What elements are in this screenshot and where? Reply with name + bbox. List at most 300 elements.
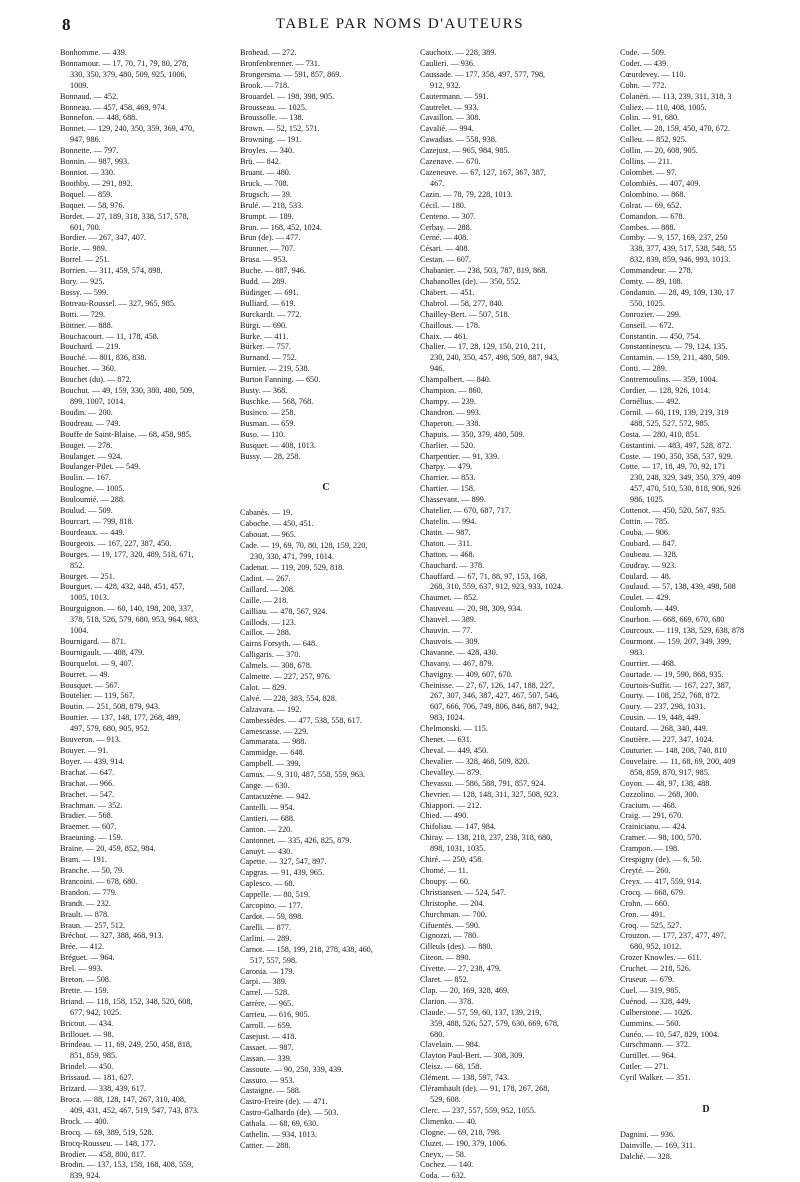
index-entry: Brindel. — 450. — [60, 1062, 114, 1072]
index-entry-continuation: 230, 330, 471, 799, 1014. — [250, 552, 334, 562]
index-entry: Bonnette. — 797. — [60, 146, 119, 156]
index-entry-continuation: 986, 1025. — [630, 495, 665, 505]
index-entry: Bouyer. — 91. — [60, 746, 109, 755]
index-entry: Condamin. — 28, 49, 109, 130, 17 — [620, 287, 734, 297]
index-entry: Charrier. — 853. — [420, 473, 476, 483]
index-entry: Cammarata. — 988. — [240, 737, 307, 747]
index-entry: Champy. — 239. — [420, 397, 476, 406]
index-entry: Buso. — 110. — [240, 429, 286, 439]
index-entry: Cawadias. — 558, 938. — [420, 135, 497, 145]
index-entry: Charpentier. — 91, 339. — [420, 451, 500, 461]
index-entry-continuation: 851, 859, 985. — [70, 1051, 118, 1061]
index-entry: Courcoux. — 119, 138, 529, 638, 878 — [620, 626, 745, 636]
index-entry: Code. — 509. — [620, 48, 666, 57]
index-entry: Colanéri. — 113, 239, 311, 318, 3 — [620, 91, 732, 101]
index-entry: Botreau-Roussel. — 327, 965, 985. — [60, 298, 176, 308]
index-entry: Carrel. — 528. — [240, 988, 290, 998]
index-entry-continuation: 467. — [430, 178, 445, 188]
index-entry: Collet. — 28, 159, 450, 470, 672. — [620, 124, 731, 134]
index-entry: Cottenot. — 450, 520, 567, 935. — [620, 506, 726, 516]
index-entry: Cazin. — 78, 79, 228, 1013. — [420, 189, 513, 199]
index-entry: Cauchoix. — 228, 389. — [420, 48, 497, 57]
index-entry: Chabrol. — 58, 277, 840. — [420, 298, 504, 308]
index-entry: Costantini. — 483, 497, 528, 872. — [620, 440, 732, 450]
index-entry: Cheinisse. — 27, 67, 126, 147, 188, 227, — [420, 680, 555, 690]
index-entry: Borrien. — 311, 459, 574, 898. — [60, 266, 163, 276]
index-entry: Chavigny. — 409, 607, 670. — [420, 669, 513, 679]
index-entry: Commandeur. — 278. — [620, 266, 693, 276]
index-entry-continuation: 680. — [430, 1029, 445, 1039]
index-entry: Chavany. — 467, 879. — [420, 658, 494, 668]
index-entry: Colombet. — 97. — [620, 167, 677, 177]
index-entry: Chevalley. — 879. — [420, 767, 482, 777]
index-entry: Cochez. — 140. — [420, 1160, 474, 1170]
index-entry-continuation: 488, 525, 527, 572, 985. — [630, 418, 710, 428]
index-entry: Cerbay. — 288. — [420, 222, 472, 232]
index-entry: Bulliard. — 619. — [240, 298, 296, 308]
index-entry-continuation: 330, 350, 379, 480, 509, 925, 1006, — [70, 69, 187, 79]
index-entry: Chevrier. — 128, 148, 311, 327, 508, 923. — [420, 789, 559, 799]
index-entry: Courty. — 108, 252, 768, 872. — [620, 691, 720, 701]
index-entry: Cailliau. — 478, 567, 924. — [240, 606, 328, 616]
index-entry: Breton. — 508. — [60, 975, 111, 985]
index-entry: Browning. — 191. — [240, 135, 302, 145]
index-entry: Chavanne. — 428, 430. — [420, 647, 498, 657]
index-entry: Campbell. — 399. — [240, 759, 301, 769]
index-entry: Cantelli. — 954. — [240, 802, 295, 812]
index-entry: Cadiot. — 267. — [240, 573, 291, 583]
index-entry: Branche. — 50, 79. — [60, 865, 125, 875]
index-entry: Cathala. — 68, 69, 630. — [240, 1119, 319, 1129]
index-entry: Crespigny (de). — 6, 50. — [620, 855, 702, 865]
index-column-1 — [60, 48, 232, 1181]
index-entry: Colombino. — 868. — [620, 189, 686, 199]
index-entry-continuation: 409, 431, 452, 467, 519, 547, 743, 873. — [70, 1105, 199, 1115]
index-entry: Cantonnet. — 335, 426, 825, 879. — [240, 835, 352, 845]
index-entry-continuation: 230, 240, 350, 457, 498, 509, 887, 943, — [430, 353, 559, 363]
index-entry: Bourquelot. — 9, 407. — [60, 658, 134, 668]
index-entry: Cheval. — 449, 450. — [420, 746, 489, 755]
index-entry: Bouchacourt. — 11, 178, 458. — [60, 331, 159, 341]
index-entry: Broussolle. — 138. — [240, 113, 304, 123]
index-entry: Chauvois. — 309. — [420, 636, 480, 646]
index-entry: Bréchot. — 327, 388, 468, 913. — [60, 931, 164, 941]
index-entry-continuation: 268, 310, 559, 637, 912, 923, 933, 1024. — [430, 582, 564, 592]
index-entry: Cautermann. — 591. — [420, 91, 489, 101]
page-header — [62, 15, 738, 39]
index-entry-continuation: 550, 1025. — [630, 298, 665, 308]
index-entry: Brée. — 412. — [60, 942, 105, 952]
index-entry: Comby. — 9, 157, 169, 237, 250 — [620, 233, 728, 243]
index-entry: Cambessèdes. — 477, 538, 558, 617. — [240, 715, 362, 725]
index-entry: Brodier. — 458, 800, 817. — [60, 1149, 146, 1159]
index-entry: Bürker. — 757. — [240, 342, 291, 352]
index-entry: Creyx. — 417, 559, 914. — [620, 876, 702, 886]
index-entry-continuation: 338, 377, 439, 517, 538, 548, 55 — [630, 244, 737, 254]
index-entry: Cyril Walker. — 351. — [620, 1073, 691, 1083]
index-entry: Clarion. — 378. — [420, 996, 474, 1006]
index-entry: Bournigard. — 871. — [60, 636, 126, 646]
index-entry-continuation: 677, 942, 1025. — [70, 1007, 122, 1017]
index-entry: Caillard. — 208. — [240, 584, 296, 594]
index-entry: Chabanolles (de). — 350, 552. — [420, 277, 521, 287]
index-entry: Busty. — 368. — [240, 386, 288, 396]
index-entry-continuation: 947, 986. — [70, 135, 101, 145]
index-entry: Brocq. — 69, 389, 519, 528. — [60, 1127, 154, 1137]
index-column-2 — [240, 48, 412, 1150]
index-entry: Curschmann. — 372. — [620, 1040, 691, 1050]
index-entry: Carlini. — 289. — [240, 933, 292, 943]
index-entry: Buche. — 887, 946. — [240, 266, 306, 276]
index-entry: Cohn. — 772. — [620, 80, 667, 90]
index-entry: Chatton. — 468. — [420, 549, 475, 559]
index-entry: Burke. — 411. — [240, 331, 289, 341]
index-entry: Collins. — 211. — [620, 157, 673, 167]
index-entry: Comandon. — 678. — [620, 211, 685, 221]
index-entry: Cange. — 630. — [240, 781, 290, 791]
index-entry: Brohead. — 272. — [240, 48, 297, 57]
index-entry: Bonneau. — 457, 458, 469, 974. — [60, 102, 167, 112]
index-entry: Bouget. — 278. — [60, 440, 113, 450]
index-entry: Cestan. — 607. — [420, 255, 471, 265]
index-entry: Cornélius. — 492. — [620, 397, 681, 406]
index-entry: Cunéo. — 10, 547, 829, 1004. — [620, 1029, 720, 1039]
index-entry: Caulieri. — 936. — [420, 58, 476, 68]
index-entry: Camescasse. — 229. — [240, 726, 309, 736]
index-entry: Climenko. — 40. — [420, 1116, 477, 1126]
index-entry: Boutin. — 251, 508, 879, 943. — [60, 702, 161, 712]
index-entry: Chauveau. — 20, 98, 309, 934. — [420, 604, 523, 614]
index-entry: Cazejust. — 965, 984, 985. — [420, 146, 510, 156]
index-entry: Boothby. — 291, 892. — [60, 178, 133, 188]
index-entry: Cotte. — 17, 18, 49, 70, 92, 171 — [620, 462, 726, 472]
index-entry: Chauffard. — 67, 71, 88, 97, 153, 168, — [420, 571, 548, 581]
index-entry: Couvelaire. — 11, 68, 69, 200, 409 — [620, 756, 736, 766]
index-entry: Courmont. — 159, 207, 349, 399, — [620, 636, 731, 646]
index-entry: Contamin. — 159, 211, 480, 509. — [620, 353, 730, 363]
index-entry: Capette. — 327, 547, 897. — [240, 857, 327, 867]
index-entry: Coulomb. — 449. — [620, 604, 680, 614]
index-entry: Brousseau. — 1025. — [240, 102, 307, 112]
index-entry: Brusa. — 953. — [240, 255, 288, 265]
index-entry: Brault. — 878. — [60, 909, 110, 919]
index-entry: Clogne. — 69, 218, 798. — [420, 1127, 501, 1137]
index-entry: Chalier. — 17, 28, 129, 150, 210, 211, — [420, 342, 546, 352]
index-entry: Burckardt. — 772. — [240, 309, 302, 319]
index-entry: Coubard. — 847. — [620, 538, 677, 548]
index-entry: Cignozzi. — 780. — [420, 931, 479, 941]
index-entry: Cairns Forsyth. — 648. — [240, 639, 318, 649]
index-entry: Cummins. — 560. — [620, 1018, 681, 1028]
index-entry: Chauchard. — 378. — [420, 560, 485, 570]
index-entry: Cazeneuve. — 67, 127, 167, 367, 387, — [420, 167, 546, 177]
index-entry: Boulud. — 509. — [60, 506, 113, 516]
index-entry: Calmette. — 227, 257, 976. — [240, 672, 331, 682]
index-entry: Chartier. — 158. — [420, 484, 476, 494]
index-entry: Citeon. — 890. — [420, 953, 471, 963]
index-entry: Brachat. — 647. — [60, 767, 115, 777]
index-entry: Chifoliau. — 147, 984. — [420, 822, 496, 832]
index-entry: Creyté. — 260. — [620, 865, 671, 875]
index-entry: Burnier. — 219, 538. — [240, 364, 310, 374]
index-entry: Calmels. — 308, 678. — [240, 661, 312, 671]
index-entry: Cautrelet. — 933. — [420, 102, 479, 112]
index-entry: Böttner. — 888. — [60, 320, 113, 330]
index-entry: Carelli. — 877. — [240, 922, 291, 932]
index-entry: Bourret. — 49. — [60, 669, 110, 679]
index-entry: Boquet. — 58, 976. — [60, 200, 125, 210]
index-entry: Césari. — 408. — [420, 244, 470, 254]
index-entry: Cluzet. — 190, 379, 1006. — [420, 1138, 507, 1148]
index-entry: Cade. — 19, 69, 70, 80, 128, 159, 220, — [240, 541, 368, 551]
index-entry: Bory. — 925. — [60, 277, 105, 287]
index-entry: Brongersma. — 591, 857, 869. — [240, 69, 342, 79]
index-entry-continuation: 983, 1024. — [430, 713, 465, 723]
index-entry: Coury. — 237, 298, 1031. — [620, 702, 706, 712]
index-entry: Boudin. — 200. — [60, 407, 113, 417]
index-entry: Cattier. — 288. — [240, 1141, 291, 1150]
index-entry: Crouzon. — 177, 237, 477, 497, — [620, 931, 726, 941]
index-entry: Constantinescu. — 79, 124, 135. — [620, 342, 728, 352]
index-entry: Boulogne. — 1005. — [60, 484, 125, 494]
index-entry: Cantieri. — 688. — [240, 813, 296, 823]
index-entry: Brouardel. — 198, 398, 905. — [240, 91, 335, 101]
index-entry: Budd. — 289. — [240, 277, 287, 287]
index-entry: Braine. — 20, 459, 852, 984. — [60, 844, 156, 854]
index-entry: Crozer Knowles. — 611. — [620, 953, 702, 963]
index-entry-continuation: 946. — [430, 364, 445, 374]
index-entry: Brancoini. — 678, 680. — [60, 876, 138, 886]
index-entry: Colleu. — 852, 925. — [620, 135, 687, 145]
index-entry: Brown. — 52, 152, 571. — [240, 124, 320, 134]
index-entry: Brumpt. — 189. — [240, 211, 294, 221]
index-entry: Cilleuls (des). — 880. — [420, 942, 493, 952]
index-entry: Coubeau. — 328. — [620, 549, 678, 559]
index-entry: Cuénod. — 328, 449. — [620, 996, 691, 1006]
index-entry: Cabouat. — 965. — [240, 530, 296, 540]
index-entry: Brizard. — 338, 439, 617. — [60, 1084, 146, 1094]
index-entry: Cron. — 491. — [620, 909, 666, 919]
index-entry: Botti. — 729. — [60, 309, 106, 319]
index-entry: Coutière. — 227, 347, 1024. — [620, 735, 714, 745]
index-entry: Chassevant. — 899. — [420, 495, 486, 505]
index-entry: Braeuning. — 159. — [60, 833, 123, 843]
index-entry: Chomé. — 11. — [420, 865, 468, 875]
index-entry: Bouchut. — 49, 159, 330, 380, 480, 509, — [60, 386, 195, 396]
index-entry: Bourguet. — 428, 432, 448, 451, 457, — [60, 582, 185, 592]
index-entry: Clayton Paul-Bert. — 308, 309. — [420, 1051, 525, 1061]
index-entry-continuation: 497, 579, 680, 905, 952. — [70, 724, 150, 734]
index-entry: Crocq. — 668, 679. — [620, 887, 686, 897]
index-entry: Caronia. — 179. — [240, 966, 295, 976]
index-entry: Bouchard. — 219. — [60, 342, 121, 352]
index-entry: Cracium. — 468. — [620, 800, 677, 810]
index-entry: Bouché. — 801, 836, 838. — [60, 353, 147, 363]
index-entry: Couba. — 906. — [620, 527, 671, 537]
index-entry: Comty. — 89, 108. — [620, 277, 683, 287]
index-entry-continuation: 852. — [70, 560, 85, 570]
index-entry: Cordier. — 128, 926, 1014. — [620, 386, 711, 396]
index-entry: Caille. — 218. — [240, 595, 289, 605]
index-entry: Chauvin. — 77. — [420, 626, 473, 636]
index-entry-continuation: 230, 248, 329, 349, 350, 379, 409 — [630, 473, 741, 483]
index-entry: Courrier. — 468. — [620, 658, 676, 668]
index-entry: Borie. — 989. — [60, 244, 107, 254]
index-entry: Brindeau. — 11, 69, 249, 250, 458, 818, — [60, 1040, 193, 1050]
index-entry: Cantacuzène. — 942. — [240, 792, 311, 801]
index-entry: Busman. — 659. — [240, 418, 296, 428]
index-entry: Cazenave. — 670. — [420, 157, 481, 167]
index-entry: Chaix. — 461. — [420, 331, 469, 341]
index-entry: Constantin. — 450, 754. — [620, 331, 701, 341]
index-entry: Caplesco. — 68. — [240, 879, 295, 889]
index-entry-continuation: 517, 557, 598. — [250, 955, 298, 965]
index-entry: Cœurdevey. — 110. — [620, 69, 686, 79]
index-entry: Cavaillon. — 308. — [420, 113, 481, 123]
index-entry-continuation: 680, 952, 1012. — [630, 942, 682, 952]
index-entry: Cramer. — 98, 100, 570. — [620, 833, 702, 843]
index-entry: Chatelier. — 670, 687, 717. — [420, 506, 511, 516]
index-entry: Chenet. — 631. — [420, 735, 472, 745]
index-entry: Castro-Galhardo (de). — 503. — [240, 1108, 339, 1118]
index-entry: Courbon. — 668, 669, 670, 680 — [620, 615, 725, 625]
index-entry-continuation: 378, 518, 526, 579, 680, 953, 964, 983, — [70, 615, 199, 625]
index-entry: Cneyx. — 58. — [420, 1149, 466, 1159]
index-entry: Coyon. — 48, 97, 138, 488. — [620, 778, 712, 788]
index-entry: Clément. — 138, 597, 743. — [420, 1073, 510, 1083]
index-entry-continuation: 912, 932. — [430, 80, 461, 90]
index-entry: Cabanès. — 19. — [240, 508, 293, 518]
index-entry-continuation: 832, 839, 859, 946, 993, 1013. — [630, 255, 731, 265]
index-entry: Brachat. — 966. — [60, 778, 115, 788]
index-entry: Burnand. — 752. — [240, 353, 297, 363]
index-entry: Bordier. — 267, 347, 407. — [60, 233, 146, 243]
index-entry: Coste. — 190, 350, 358, 537, 929. — [620, 451, 733, 461]
index-entry: Bousquet. — 567. — [60, 680, 120, 690]
index-entry: Cardot. — 59, 898. — [240, 911, 304, 921]
index-entry-continuation: 1004. — [70, 626, 89, 636]
index-entry: Brodin. — 137, 153, 158, 168, 408, 559, — [60, 1160, 194, 1170]
index-entry: Cozzolino. — 268, 300. — [620, 789, 699, 799]
index-entry: Couturier. — 148, 208, 740, 810 — [620, 746, 727, 755]
index-entry: Calligaris. — 370. — [240, 650, 301, 660]
index-entry: Bussy. — 28, 258. — [240, 451, 301, 461]
index-entry: Casejust. — 418. — [240, 1031, 297, 1041]
index-entry: Calzavara. — 192. — [240, 704, 302, 714]
index-entry: Brü. — 842. — [240, 157, 281, 167]
index-entry: Chatin. — 987. — [420, 527, 471, 537]
index-entry: Chiray. — 138, 218, 237, 238, 318, 680, — [420, 833, 553, 843]
index-entry: Cerné. — 408. — [420, 233, 469, 243]
index-entry: Chailley-Bert. — 507, 518. — [420, 309, 510, 319]
index-entry-continuation: 839, 924. — [70, 1171, 101, 1181]
index-entry: Coliez. — 110, 408, 1005. — [620, 102, 707, 112]
index-entry: Bourdeaux. — 449. — [60, 527, 125, 537]
index-entry: Brugsch. — 39. — [240, 189, 292, 199]
index-entry: Cleisz. — 68, 158. — [420, 1062, 482, 1072]
index-entry: Clerc. — 237, 557, 559, 952, 1055. — [420, 1105, 536, 1115]
index-entry: Codet. — 439. — [620, 58, 669, 68]
index-entry: Broyles. — 340. — [240, 146, 295, 156]
index-entry: Colrat. — 69, 652. — [620, 200, 682, 210]
index-entry: Boudreau. — 749. — [60, 418, 121, 428]
index-entry: Castro-Freire (de). — 471. — [240, 1097, 328, 1107]
index-entry: Bonnamour. — 17, 70, 71, 79, 80, 278, — [60, 58, 189, 68]
index-entry: Cruseur. — 679. — [620, 975, 675, 985]
index-entry: Caillot. — 288. — [240, 628, 291, 638]
index-entry: Courtois-Suffit. — 167, 227, 387, — [620, 680, 731, 690]
index-entry: Bonnin. — 987, 993. — [60, 157, 130, 167]
index-entry: Coulet. — 429. — [620, 593, 671, 603]
index-entry: Dainville. — 169, 311. — [620, 1141, 696, 1150]
index-entry: Boquel. — 859. — [60, 189, 113, 199]
index-entry: Conti. — 289. — [620, 364, 667, 374]
index-entry: Brillouet. — 98. — [60, 1029, 114, 1039]
index-entry: Chied. — 490. — [420, 811, 469, 821]
index-entry: Bonniot. — 330. — [60, 167, 116, 177]
index-entry: Cousin. — 19, 448, 449. — [620, 713, 701, 723]
index-entry: Brocq-Rousseu. — 148, 177. — [60, 1138, 156, 1148]
index-entry: Businco. — 258. — [240, 407, 296, 417]
index-entry: Cavalié. — 994. — [420, 124, 474, 134]
index-entry: Bouttier. — 137, 148, 177, 268, 489, — [60, 713, 181, 723]
index-entry: Brulé. — 218, 533. — [240, 200, 304, 210]
index-entry: Claude. — 57, 59, 60, 137, 139, 219, — [420, 1007, 542, 1017]
index-entry: Boulanger-Pilet. — 549. — [60, 462, 141, 472]
index-entry: Colin. — 91, 680. — [620, 113, 680, 123]
index-entry-continuation: 457, 470, 510, 530, 818, 906, 926 — [630, 484, 741, 494]
index-entry: Bouveron. — 913. — [60, 735, 121, 745]
index-entry: Clérambault (de). — 91, 178, 267, 268, — [420, 1084, 550, 1094]
index-entry: Bruant. — 480. — [240, 167, 291, 177]
index-entry: Brunner. — 707. — [240, 244, 296, 254]
index-entry: Choupy. — 60. — [420, 876, 470, 886]
index-entry: Clavelain. — 984. — [420, 1040, 481, 1050]
index-entry-continuation: 267, 307, 346, 387, 427, 467, 507, 546, — [430, 691, 559, 701]
index-entry: Cottin. — 785. — [620, 516, 670, 526]
index-entry: Calvé. — 228, 383, 554, 828. — [240, 693, 337, 703]
index-entry: Braemer. — 607. — [60, 822, 117, 832]
index-entry: Brook. — 718. — [240, 80, 290, 90]
index-entry: Culberstone. — 1026. — [620, 1007, 693, 1017]
index-entry: Brissaud. — 181, 627. — [60, 1073, 134, 1083]
index-entry: Bonnaud. — 452. — [60, 91, 119, 101]
index-entry: Chapuis. — 350, 379, 480, 509. — [420, 429, 525, 439]
index-entry: Charlier. — 520. — [420, 440, 476, 450]
index-entry: Chandron. — 993. — [420, 407, 481, 417]
section-letter: D — [702, 1104, 710, 1116]
index-entry: Cutler. — 271. — [620, 1062, 669, 1072]
index-entry: Brock. — 400. — [60, 1116, 109, 1126]
index-entry: Crohn. — 660. — [620, 898, 670, 908]
index-entry-continuation: 1005, 1013. — [70, 593, 109, 603]
index-entry: Dagnini. — 936. — [620, 1130, 676, 1140]
index-entry: Bruck. — 708. — [240, 178, 289, 188]
index-entry: Capgras. — 91, 439, 965. — [240, 868, 325, 878]
index-entry: Cathelin. — 934, 1013. — [240, 1130, 317, 1140]
index-entry: Bouffe de Saint-Blaise. — 68, 458, 985. — [60, 429, 192, 439]
index-entry: Buschke. — 568, 768. — [240, 397, 314, 406]
index-entry-continuation: 607, 666, 706, 749, 806, 846, 887, 942, — [430, 702, 559, 712]
index-entry: Civette. — 27, 238, 479. — [420, 964, 501, 974]
index-entry: Bram. — 191. — [60, 855, 107, 865]
index-column-4 — [620, 48, 792, 1161]
index-entry: Clap. — 20, 169, 328, 469. — [420, 985, 510, 995]
index-entry: Bürgi. — 690. — [240, 320, 288, 330]
index-entry: Brandon. — 779. — [60, 887, 117, 897]
index-entry-continuation: 858, 859, 870, 917, 985. — [630, 767, 710, 777]
index-entry: Bourges. — 19, 177, 320, 489, 518, 671, — [60, 549, 194, 559]
